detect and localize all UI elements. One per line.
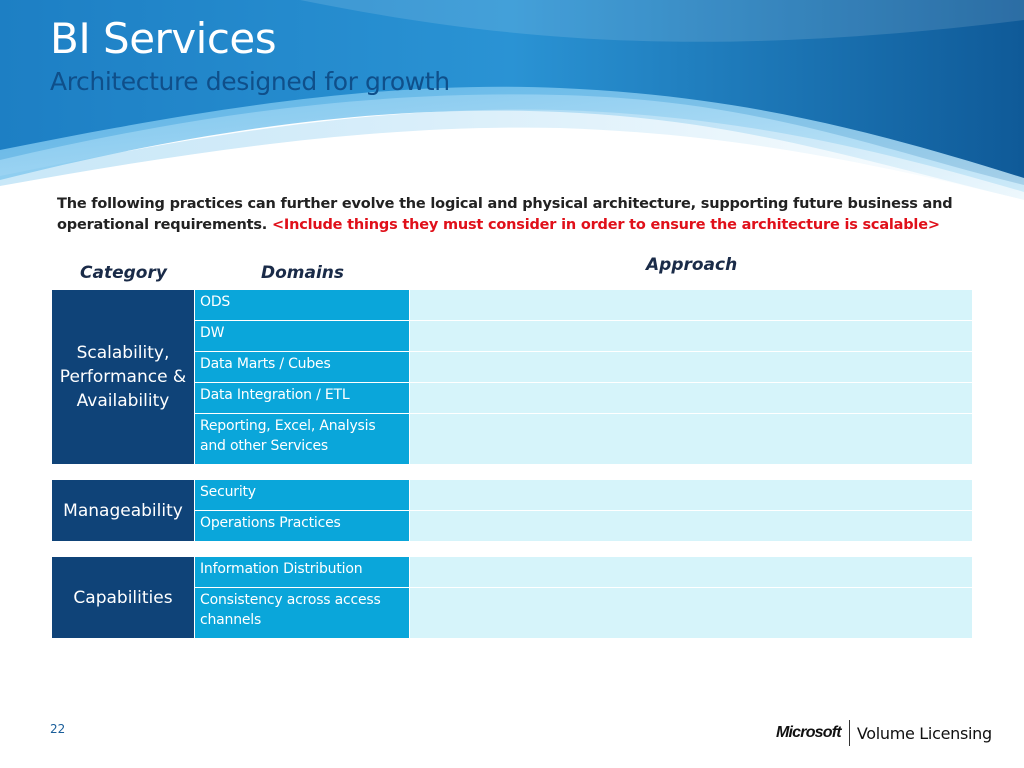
intro-paragraph bbox=[57, 194, 972, 236]
approach-cell[interactable] bbox=[410, 383, 972, 413]
domain-cell: Consistency across access channels bbox=[195, 588, 409, 638]
header-domains: Domains bbox=[261, 263, 345, 283]
table-row bbox=[195, 557, 972, 587]
intro-text: The following practices can further evolve the logical and physical architecture, supporting future business and operational requirements. bbox=[57, 196, 953, 233]
domain-cell: Information Distribution bbox=[195, 557, 409, 587]
table-row bbox=[195, 352, 972, 382]
microsoft-volume-licensing-logo bbox=[776, 718, 992, 748]
approach-cell[interactable] bbox=[410, 588, 972, 638]
slide-subtitle: Architecture designed for growth bbox=[50, 67, 450, 96]
approach-cell[interactable] bbox=[410, 480, 972, 510]
category-cell: Manageability bbox=[52, 480, 194, 541]
table-row bbox=[195, 480, 972, 510]
group-manageability bbox=[52, 480, 972, 541]
domain-cell: DW bbox=[195, 321, 409, 351]
table-row bbox=[195, 511, 972, 541]
category-cell: Capabilities bbox=[52, 557, 194, 638]
approach-cell[interactable] bbox=[410, 511, 972, 541]
header-approach: Approach bbox=[646, 255, 738, 275]
approach-cell[interactable] bbox=[410, 414, 972, 464]
volume-licensing-text: Volume Licensing bbox=[856, 723, 992, 743]
domain-cell: Operations Practices bbox=[195, 511, 409, 541]
group-scalability bbox=[52, 290, 972, 464]
logo-divider bbox=[849, 720, 850, 746]
approach-cell[interactable] bbox=[410, 290, 972, 320]
slide-title: BI Services bbox=[50, 14, 277, 63]
table-row bbox=[195, 290, 972, 320]
domain-cell: Data Marts / Cubes bbox=[195, 352, 409, 382]
page-number: 22 bbox=[50, 722, 66, 736]
group-capabilities bbox=[52, 557, 972, 638]
intro-note: <Include things they must consider in order to ensure the architecture is scalable> bbox=[271, 217, 940, 233]
table-row bbox=[195, 414, 972, 464]
domain-cell: Security bbox=[195, 480, 409, 510]
domain-cell: ODS bbox=[195, 290, 409, 320]
table-row bbox=[195, 383, 972, 413]
approach-cell[interactable] bbox=[410, 352, 972, 382]
domain-cell: Data Integration / ETL bbox=[195, 383, 409, 413]
microsoft-logo-text: Microsoft bbox=[776, 724, 841, 741]
approach-cell[interactable] bbox=[410, 321, 972, 351]
approach-cell[interactable] bbox=[410, 557, 972, 587]
domain-cell: Reporting, Excel, Analysis and other Services bbox=[195, 414, 409, 464]
table-row bbox=[195, 588, 972, 638]
category-cell: Scalability, Performance & Availability bbox=[52, 290, 194, 464]
header-category: Category bbox=[80, 263, 167, 283]
table-row bbox=[195, 321, 972, 351]
